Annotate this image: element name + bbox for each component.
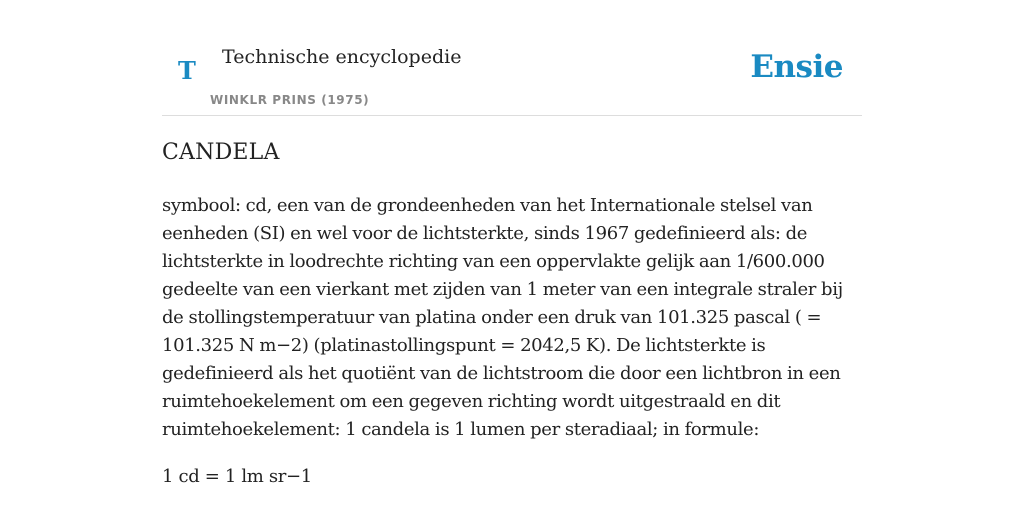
book-title-link[interactable]: Technische encyclopedie xyxy=(222,46,462,68)
book-letter-icon[interactable]: T xyxy=(178,56,196,85)
entry-formula: 1 cd = 1 lm sr−1 xyxy=(162,466,312,487)
entry-body: symbool: cd, een van de grondeenheden van het Internationale stelsel van eenheden (SI) en wel voor de lichtsterkte, sinds 1967 gedefinieerd als: de lichtsterkte in loodrechte richting van een oppervlakte gelijk aan 1/600.000 gedeelte van een vierkant met zijden van 1 meter van een integrale straler bij de stollingstemperatuur van platina onder een druk van 101.325 pascal ( = 101.325 N m−2) (platinastollingspunt = 2042,5 K). De lichtsterkte is gedefinieerd als het quotiënt van de lichtstroom die door een lichtbron in een ruimtehoekelement om een gegeven richting wordt uitgestraald en dit ruimtehoekelement: 1 candela is 1 lumen per steradiaal; in formule: xyxy=(162,195,843,440)
entry-title: CANDELA xyxy=(162,140,280,165)
book-header xyxy=(162,36,862,116)
ensie-logo[interactable]: Ensie xyxy=(750,49,843,85)
book-source-label: WINKLR PRINS (1975) xyxy=(210,93,370,107)
